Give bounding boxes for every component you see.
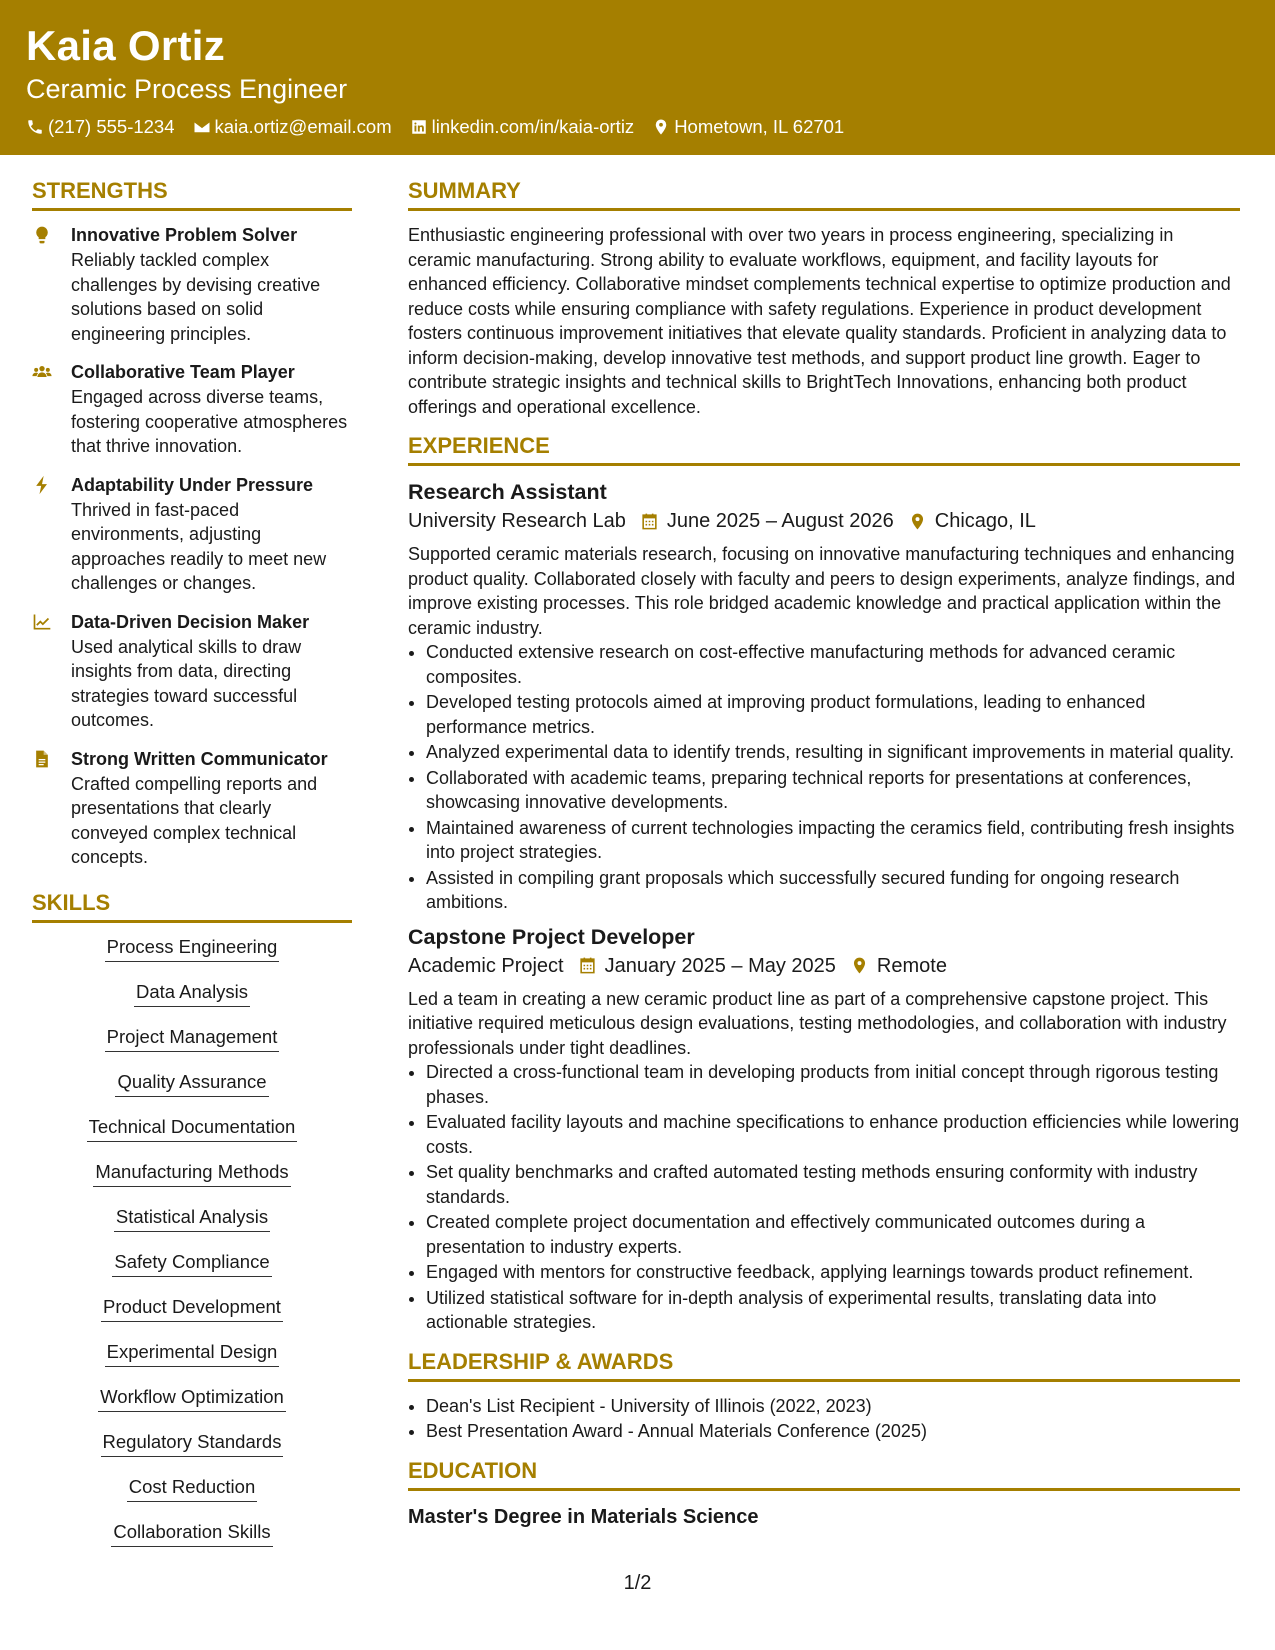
phone-icon (26, 118, 44, 136)
strength-desc: Crafted compelling reports and presentations that clearly conveyed complex technical concepts. (71, 773, 318, 867)
skill-tag: Project Management (105, 1025, 280, 1052)
location-text: Hometown, IL 62701 (674, 116, 845, 137)
skills-list (32, 935, 352, 1565)
contact-email[interactable] (193, 116, 392, 138)
strength-desc: Used analytical skills to draw insights from data, directing strategies toward successful outcomes. (71, 636, 302, 730)
education-heading: EDUCATION (408, 1458, 1240, 1491)
strength-item (32, 610, 352, 733)
job-org: University Research Lab (408, 510, 626, 532)
job-entry (408, 923, 1240, 1335)
summary-heading: SUMMARY (408, 178, 1240, 211)
document-icon (32, 749, 52, 769)
job-bullets (408, 640, 1240, 915)
awards-list (408, 1394, 1240, 1444)
list-item: • Utilized statistical software for in-depth analysis of experimental results, translating data into actionable strategies. (426, 1286, 1240, 1335)
candidate-title: Ceramic Process Engineer (26, 74, 348, 104)
skill-tag: Experimental Design (105, 1340, 280, 1367)
map-pin-icon (850, 956, 869, 975)
job-dates: January 2025 – May 2025 (604, 954, 836, 977)
strength-item (32, 747, 352, 870)
skill-tag: Product Development (101, 1295, 283, 1322)
skills-heading: SKILLS (32, 890, 352, 923)
list-item: • Dean's List Recipient - University of Illinois (2022, 2023) (426, 1394, 1240, 1419)
job-entry (408, 478, 1240, 915)
contact-bar (26, 116, 862, 138)
map-pin-icon (908, 512, 927, 531)
awards-heading: LEADERSHIP & AWARDS (408, 1349, 1240, 1382)
strength-item (32, 473, 352, 596)
job-location: Remote (876, 954, 947, 977)
contact-linkedin[interactable] (410, 116, 635, 138)
job-bullets (408, 1060, 1240, 1335)
strength-desc: Engaged across diverse teams, fostering cooperative atmospheres that thrive innovation. (71, 387, 348, 456)
phone-text: (217) 555-1234 (48, 116, 175, 137)
calendar-icon (640, 512, 659, 531)
envelope-icon (193, 118, 211, 136)
lightbulb-icon (32, 225, 52, 245)
page-number: 1/2 (623, 1572, 652, 1594)
strength-name: Data-Driven Decision Maker (71, 611, 310, 632)
skill-tag: Quality Assurance (115, 1070, 268, 1097)
contact-phone (26, 116, 175, 138)
strength-name: Innovative Problem Solver (71, 225, 298, 245)
list-item: • Conducted extensive research on cost-effective manufacturing methods for advanced ceramic composites. (426, 640, 1240, 689)
skill-tag: Workflow Optimization (98, 1385, 286, 1412)
job-title: Research Assistant (408, 480, 607, 504)
job-meta (408, 951, 1240, 981)
experience-heading: EXPERIENCE (408, 433, 1240, 466)
list-item: • Created complete project documentation and effectively communicated outcomes during a presentation to industry experts. (426, 1210, 1240, 1259)
list-item: • Directed a cross-functional team in developing products from initial concept through rigorous testing phases. (426, 1060, 1240, 1109)
candidate-name: Kaia Ortiz (26, 22, 226, 69)
job-org: Academic Project (408, 954, 564, 977)
strength-desc: Reliably tackled complex challenges by devising creative solutions based on solid engineering principles. (71, 250, 321, 344)
right-column (408, 178, 1240, 1531)
list-item: • Evaluated facility layouts and machine specifications to enhance production efficiencies while lowering costs. (426, 1110, 1240, 1159)
skill-tag: Regulatory Standards (101, 1430, 284, 1457)
job-description: Supported ceramic materials research, focusing on innovative manufacturing techniques and enhancing product quality. Collaborated closely with faculty and peers to design experiments, analyze findings, and improve existing processes. This role bridged academic knowledge and practical application within the ceramic industry. (408, 544, 1236, 638)
education-degree: Master's Degree in Materials Science (408, 1505, 759, 1528)
linkedin-text[interactable]: linkedin.com/in/kaia-ortiz (431, 116, 635, 137)
list-item: • Best Presentation Award - Annual Materials Conference (2025) (426, 1419, 1240, 1444)
job-location: Chicago, IL (934, 510, 1036, 532)
map-pin-icon (652, 118, 670, 136)
job-title: Capstone Project Developer (408, 924, 695, 949)
skill-tag: Statistical Analysis (114, 1205, 270, 1232)
resume-header (0, 0, 1275, 155)
list-item: • Maintained awareness of current technologies impacting the ceramics field, contributing fresh insights into project strategies. (426, 816, 1240, 865)
strength-item (32, 360, 352, 459)
linkedin-icon (410, 118, 428, 136)
left-column (32, 178, 352, 1565)
strength-desc: Thrived in fast-paced environments, adjusting approaches readily to meet new challenges or changes. (71, 499, 327, 593)
list-item: • Analyzed experimental data to identify trends, resulting in significant improvements in material quality. (426, 740, 1240, 765)
job-meta (408, 506, 1240, 536)
contact-location (652, 116, 844, 138)
strength-item (32, 223, 352, 346)
strength-name: Adaptability Under Pressure (71, 474, 314, 495)
skill-tag: Process Engineering (105, 935, 280, 962)
calendar-icon (578, 956, 597, 975)
bolt-icon (32, 475, 52, 495)
list-item: • Collaborated with academic teams, preparing technical reports for presentations at conferences, showcasing innovative developments. (426, 766, 1240, 815)
job-dates: June 2025 – August 2026 (666, 510, 894, 532)
skill-tag: Safety Compliance (112, 1250, 271, 1277)
skill-tag: Technical Documentation (87, 1115, 298, 1142)
strength-name: Strong Written Communicator (71, 748, 328, 769)
skill-tag: Cost Reduction (127, 1475, 257, 1502)
strengths-heading: STRENGTHS (32, 178, 352, 211)
users-icon (32, 362, 52, 382)
list-item: • Set quality benchmarks and crafted automated testing methods ensuring conformity with industry standards. (426, 1160, 1240, 1209)
list-item: • Assisted in compiling grant proposals which successfully secured funding for ongoing research ambitions. (426, 866, 1240, 915)
summary-text: Enthusiastic engineering professional with over two years in process engineering, specializing in ceramic manufacturing. Strong ability to evaluate workflows, equipment, and facility layouts for enhanced efficiency. Collaborative mindset complements technical expertise to optimize production and reduce costs while ensuring compliance with safety regulations. Experience in product development fosters continuous improvement initiatives that elevate quality standards. Proficient in analyzing data to inform decision-making, develop innovative test methods, and support product line growth. Eager to contribute strategic insights and technical skills to BrightTech Innovations, enhancing both product offerings and operational excellence. (408, 225, 1231, 417)
skill-tag: Manufacturing Methods (93, 1160, 290, 1187)
list-item: • Engaged with mentors for constructive feedback, applying learnings towards product refinement. (426, 1260, 1240, 1285)
email-text[interactable]: kaia.ortiz@email.com (214, 116, 392, 137)
job-description: Led a team in creating a new ceramic product line as part of a comprehensive capstone project. This initiative required meticulous design evaluations, testing methodologies, and collaboration with industry professionals under tight deadlines. (408, 988, 1227, 1058)
skill-tag: Data Analysis (134, 980, 250, 1007)
list-item: • Developed testing protocols aimed at improving product formulations, leading to enhanced performance metrics. (426, 690, 1240, 739)
strength-name: Collaborative Team Player (71, 362, 295, 382)
skill-tag: Collaboration Skills (111, 1520, 272, 1547)
chart-line-icon (32, 612, 52, 632)
